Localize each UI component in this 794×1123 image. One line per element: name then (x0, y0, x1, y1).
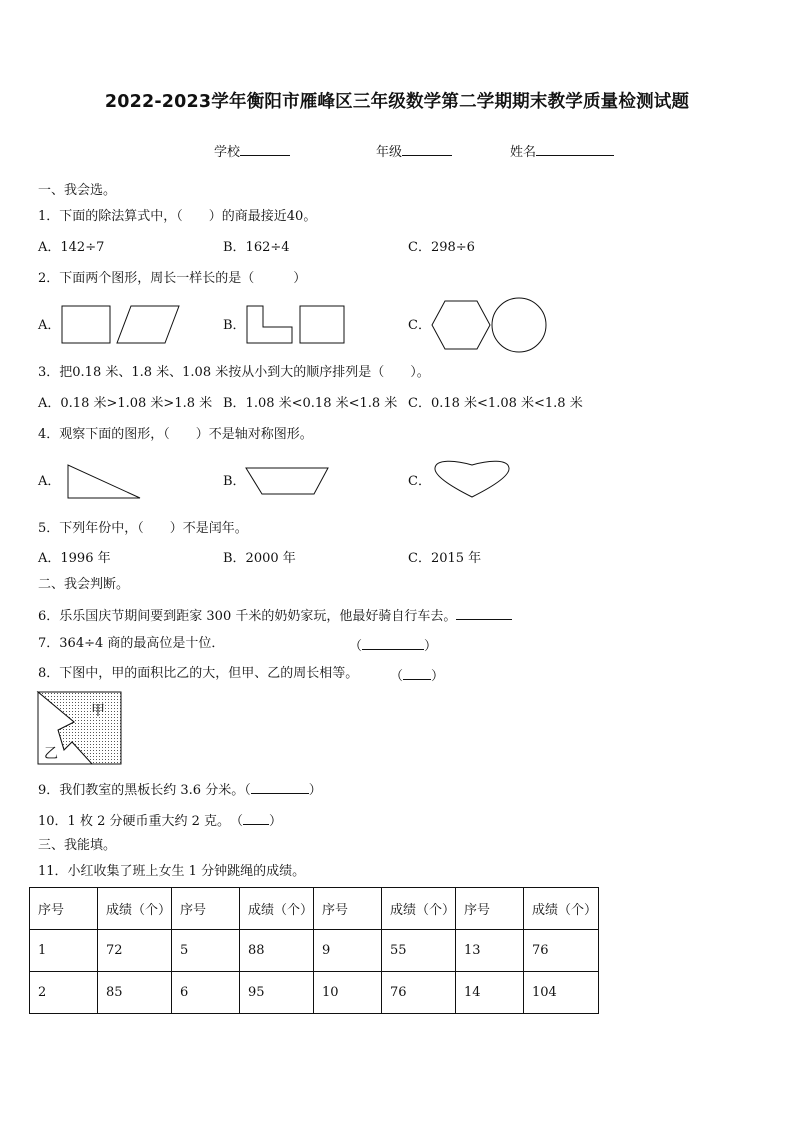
option-a[interactable]: A． (38, 474, 61, 489)
table-cell: 5 (172, 930, 240, 972)
option-a[interactable]: A．142÷7 (38, 240, 105, 255)
option-b[interactable]: B． (223, 474, 246, 489)
answer-bracket[interactable] (349, 636, 437, 655)
bracket-open: （ (349, 639, 363, 654)
answer-blank[interactable] (403, 666, 431, 680)
header-cell: 成绩（个） (382, 888, 456, 930)
label-jia: 甲 (91, 703, 105, 719)
question-stem: 11．小红收集了班上女生 1 分钟跳绳的成绩。 (38, 864, 306, 879)
school-label: 学校 (214, 145, 241, 160)
question-stem: 7．364÷4 商的最高位是十位． (38, 636, 225, 651)
question-stem: 4．观察下面的图形，（ ）不是轴对称图形。 (38, 427, 313, 442)
bracket-close: ） (308, 783, 322, 798)
header-cell: 序号 (172, 888, 240, 930)
question-stem (38, 606, 512, 625)
hexagon-shape (432, 301, 490, 349)
grade-label: 年级 (376, 145, 403, 160)
question-stem: 5．下列年份中，（ ）不是闰年。 (38, 521, 248, 536)
header-cell: 成绩（个） (98, 888, 172, 930)
bracket-open: （ (390, 669, 404, 684)
answer-blank[interactable] (243, 811, 269, 825)
option-c[interactable]: C． (408, 318, 431, 333)
answer-blank[interactable] (456, 606, 512, 620)
option-a[interactable]: A． (38, 318, 61, 333)
question-stem: 3．把0.18 米、1.8 米、1.08 米按从小到大的顺序排列是（ ）。 (38, 365, 430, 380)
table-cell: 6 (172, 972, 240, 1014)
table-cell: 14 (456, 972, 524, 1014)
table-cell: 85 (98, 972, 172, 1014)
q9-text: 9．我们教室的黑板长约 3.6 分米。（ (38, 783, 251, 798)
option-c[interactable]: C．0.18 米<1.08 米<1.8 米 (408, 396, 583, 411)
section-heading: 三、我能填。 (38, 838, 117, 853)
parallelogram-shape (117, 306, 179, 343)
table-cell: 72 (98, 930, 172, 972)
score-table (29, 887, 599, 1014)
table-cell: 76 (524, 930, 599, 972)
bracket-close: ） (424, 639, 438, 654)
table-cell: 76 (382, 972, 456, 1014)
option-c[interactable]: C． (408, 474, 431, 489)
table-cell: 2 (30, 972, 98, 1014)
trapezoid-shape (246, 468, 328, 494)
table-cell: 1 (30, 930, 98, 972)
question-stem: 1．下面的除法算式中，（ ）的商最接近40。 (38, 209, 317, 224)
table-cell: 95 (240, 972, 314, 1014)
bracket-close: ） (269, 814, 283, 829)
table-row (30, 930, 599, 972)
right-triangle-shape (68, 465, 140, 498)
header-cell: 成绩（个） (524, 888, 599, 930)
question-stem: 2．下面两个图形，周长一样长的是（ ） (38, 271, 307, 286)
header-cell: 成绩（个） (240, 888, 314, 930)
answer-blank[interactable] (251, 780, 309, 794)
answer-bracket[interactable] (390, 666, 444, 685)
option-b[interactable]: B．1.08 米<0.18 米<1.8 米 (223, 396, 398, 411)
option-b[interactable]: B． (223, 318, 246, 333)
section-heading: 一、我会选。 (38, 183, 117, 198)
table-cell: 13 (456, 930, 524, 972)
option-c[interactable]: C．298÷6 (408, 240, 475, 255)
option-a[interactable]: A．0.18 米>1.08 米>1.8 米 (38, 396, 213, 411)
q6-text: 6．乐乐国庆节期间要到距家 300 千米的奶奶家玩，他最好骑自行车去。 (38, 609, 457, 624)
table-cell: 55 (382, 930, 456, 972)
heart-shape (435, 461, 509, 497)
q10-text: 10．1 枚 2 分硬币重大约 2 克。 （ (38, 814, 244, 829)
option-b[interactable]: B．162÷4 (223, 240, 290, 255)
option-a[interactable]: A．1996 年 (38, 551, 111, 566)
section-heading: 二、我会判断。 (38, 577, 130, 592)
name-label: 姓名 (510, 145, 537, 160)
option-c[interactable]: C．2015 年 (408, 551, 482, 566)
rectangle-shape (300, 306, 344, 343)
label-yi: 乙 (44, 746, 58, 762)
answer-blank[interactable] (362, 636, 424, 650)
circle-shape (492, 298, 546, 352)
header-cell: 序号 (456, 888, 524, 930)
table-cell: 104 (524, 972, 599, 1014)
table-row (30, 972, 599, 1014)
l-shape (247, 306, 292, 343)
header-cell: 序号 (30, 888, 98, 930)
question-stem: 8．下图中，甲的面积比乙的大，但甲、乙的周长相等。 (38, 666, 359, 681)
bracket-close: ） (431, 669, 445, 684)
table-cell: 88 (240, 930, 314, 972)
page-title: 2022-2023学年衡阳市雁峰区三年级数学第二学期期末教学质量检测试题 (104, 92, 690, 112)
header-cell: 序号 (314, 888, 382, 930)
question-stem (38, 780, 322, 799)
option-b[interactable]: B．2000 年 (223, 551, 296, 566)
table-cell: 10 (314, 972, 382, 1014)
table-header-row (30, 888, 599, 930)
table-cell: 9 (314, 930, 382, 972)
square-shape (62, 306, 110, 343)
question-stem (38, 811, 282, 830)
